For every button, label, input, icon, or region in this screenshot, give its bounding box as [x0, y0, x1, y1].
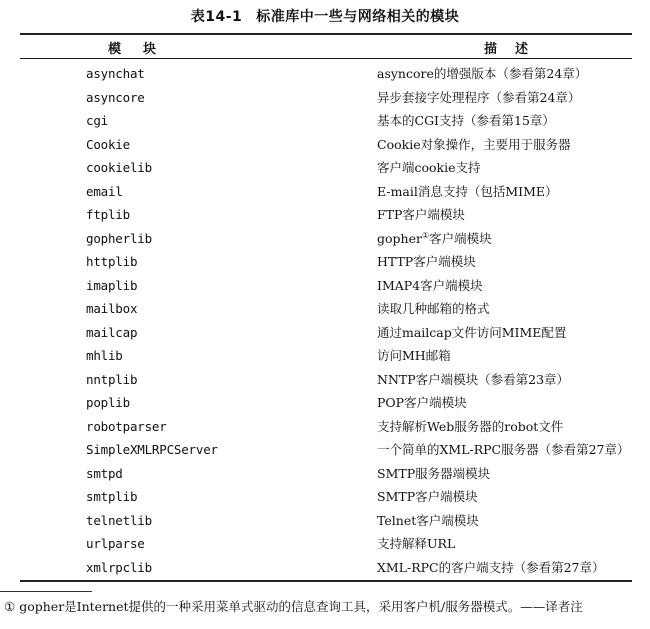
module-description [377, 250, 476, 274]
module-name: cookielib [86, 160, 152, 175]
description-text: 基本的CGI支持（参看第15章） [377, 113, 555, 128]
module-description [377, 556, 605, 580]
table-row [20, 344, 632, 368]
description-text: IMAP4客户端模块 [377, 277, 483, 293]
description-text: FTP客户端模块 [377, 207, 465, 222]
table-row [20, 133, 632, 157]
module-description [377, 180, 558, 204]
module-description [377, 227, 492, 251]
description-text: 一个简单的XML-RPC服务器（参看第27章） [377, 442, 630, 457]
table-row [20, 438, 632, 462]
module-name: mhlib [86, 348, 123, 363]
module-description [377, 532, 455, 556]
module-description [377, 203, 465, 227]
table-row [20, 509, 632, 533]
description-text: SMTP客户端模块 [377, 489, 478, 504]
description-text-suffix: 客户端模块 [429, 230, 492, 246]
table-row [20, 86, 632, 110]
module-description [377, 321, 566, 345]
table-row [20, 532, 632, 556]
table-row [20, 297, 632, 321]
column-header-module: 模块 [108, 42, 179, 57]
description-text: 通过mailcap文件访问MIME配置 [377, 324, 567, 340]
module-name: xmlrpclib [86, 559, 152, 575]
footnote-reference: ① [421, 230, 430, 240]
description-text: asyncore的增强版本（参看第24章） [377, 66, 588, 81]
table-header-rule [20, 58, 632, 59]
table-row [20, 156, 632, 180]
table-row [20, 62, 632, 86]
description-text: 支持解释URL [377, 536, 456, 551]
module-name: robotparser [86, 418, 167, 434]
table-row [20, 109, 632, 133]
table-row [20, 556, 632, 580]
module-description [377, 462, 490, 486]
footnote-rule [0, 591, 92, 592]
module-description [377, 156, 481, 180]
module-name: smtplib [86, 489, 138, 504]
module-description [377, 62, 587, 86]
description-text: NNTP客户端模块（参看第23章） [377, 371, 570, 387]
module-description [377, 368, 569, 392]
table-row [20, 321, 632, 345]
module-name: email [86, 183, 123, 199]
table-row [20, 415, 632, 439]
table-row [20, 274, 632, 298]
table-row [20, 368, 632, 392]
table-row [20, 250, 632, 274]
table-header-row [20, 36, 632, 58]
footnote [4, 597, 583, 615]
module-description [377, 86, 580, 110]
table-number: 表14-1 [190, 9, 243, 25]
module-description [377, 509, 479, 533]
table-body [20, 62, 632, 579]
table-row [20, 227, 632, 251]
table-row [20, 485, 632, 509]
description-text: POP客户端模块 [377, 395, 467, 410]
module-name: smtpd [86, 465, 123, 481]
module-description [377, 391, 467, 415]
module-description [377, 133, 571, 157]
module-name: cgi [86, 113, 108, 128]
module-description [377, 415, 563, 439]
module-name: urlparse [86, 536, 145, 551]
module-description [377, 274, 483, 298]
column-header-description: 描述 [484, 42, 547, 57]
table-row [20, 180, 632, 204]
description-text: gopher [377, 230, 422, 246]
module-name: mailbox [86, 301, 138, 316]
module-name: nntplib [86, 371, 138, 387]
description-text: 访问MH邮箱 [377, 348, 451, 363]
table-caption [0, 6, 650, 26]
module-name: imaplib [86, 277, 138, 293]
description-text: E-mail消息支持（包括MIME） [377, 183, 558, 199]
description-text: 读取几种邮箱的格式 [377, 301, 490, 316]
table-title: 标准库中一些与网络相关的模块 [256, 9, 460, 25]
description-text: XML-RPC的客户端支持（参看第27章） [377, 559, 605, 575]
footnote-text: gopher是Internet提供的一种采用菜单式驱动的信息查询工具，采用客户机/服务器模式。——译者注 [19, 599, 583, 614]
description-text: Cookie对象操作，主要用于服务器 [377, 136, 571, 152]
module-name: asynchat [86, 66, 145, 81]
module-name: httplib [86, 254, 138, 269]
module-description [377, 297, 490, 321]
table-row [20, 203, 632, 227]
description-text: 客户端cookie支持 [377, 160, 481, 175]
module-name: SimpleXMLRPCServer [86, 442, 218, 457]
table-top-rule [20, 33, 632, 35]
module-name: telnetlib [86, 512, 152, 528]
module-name: asyncore [86, 89, 145, 105]
module-description [377, 438, 630, 462]
module-name: Cookie [86, 136, 130, 152]
module-description [377, 344, 451, 368]
module-description [377, 109, 555, 133]
table-row [20, 391, 632, 415]
description-text: 异步套接字处理程序（参看第24章） [377, 89, 581, 105]
description-text: SMTP服务器端模块 [377, 465, 491, 481]
module-name: mailcap [86, 324, 138, 340]
table-row [20, 462, 632, 486]
module-name: ftplib [86, 207, 130, 222]
module-name: poplib [86, 395, 130, 410]
description-text: HTTP客户端模块 [377, 254, 476, 269]
table-bottom-rule [20, 580, 632, 582]
footnote-mark: ① [4, 599, 16, 614]
module-name: gopherlib [86, 230, 152, 246]
module-description [377, 485, 478, 509]
description-text: 支持解析Web服务器的robot文件 [377, 418, 564, 434]
description-text: Telnet客户端模块 [377, 512, 479, 528]
